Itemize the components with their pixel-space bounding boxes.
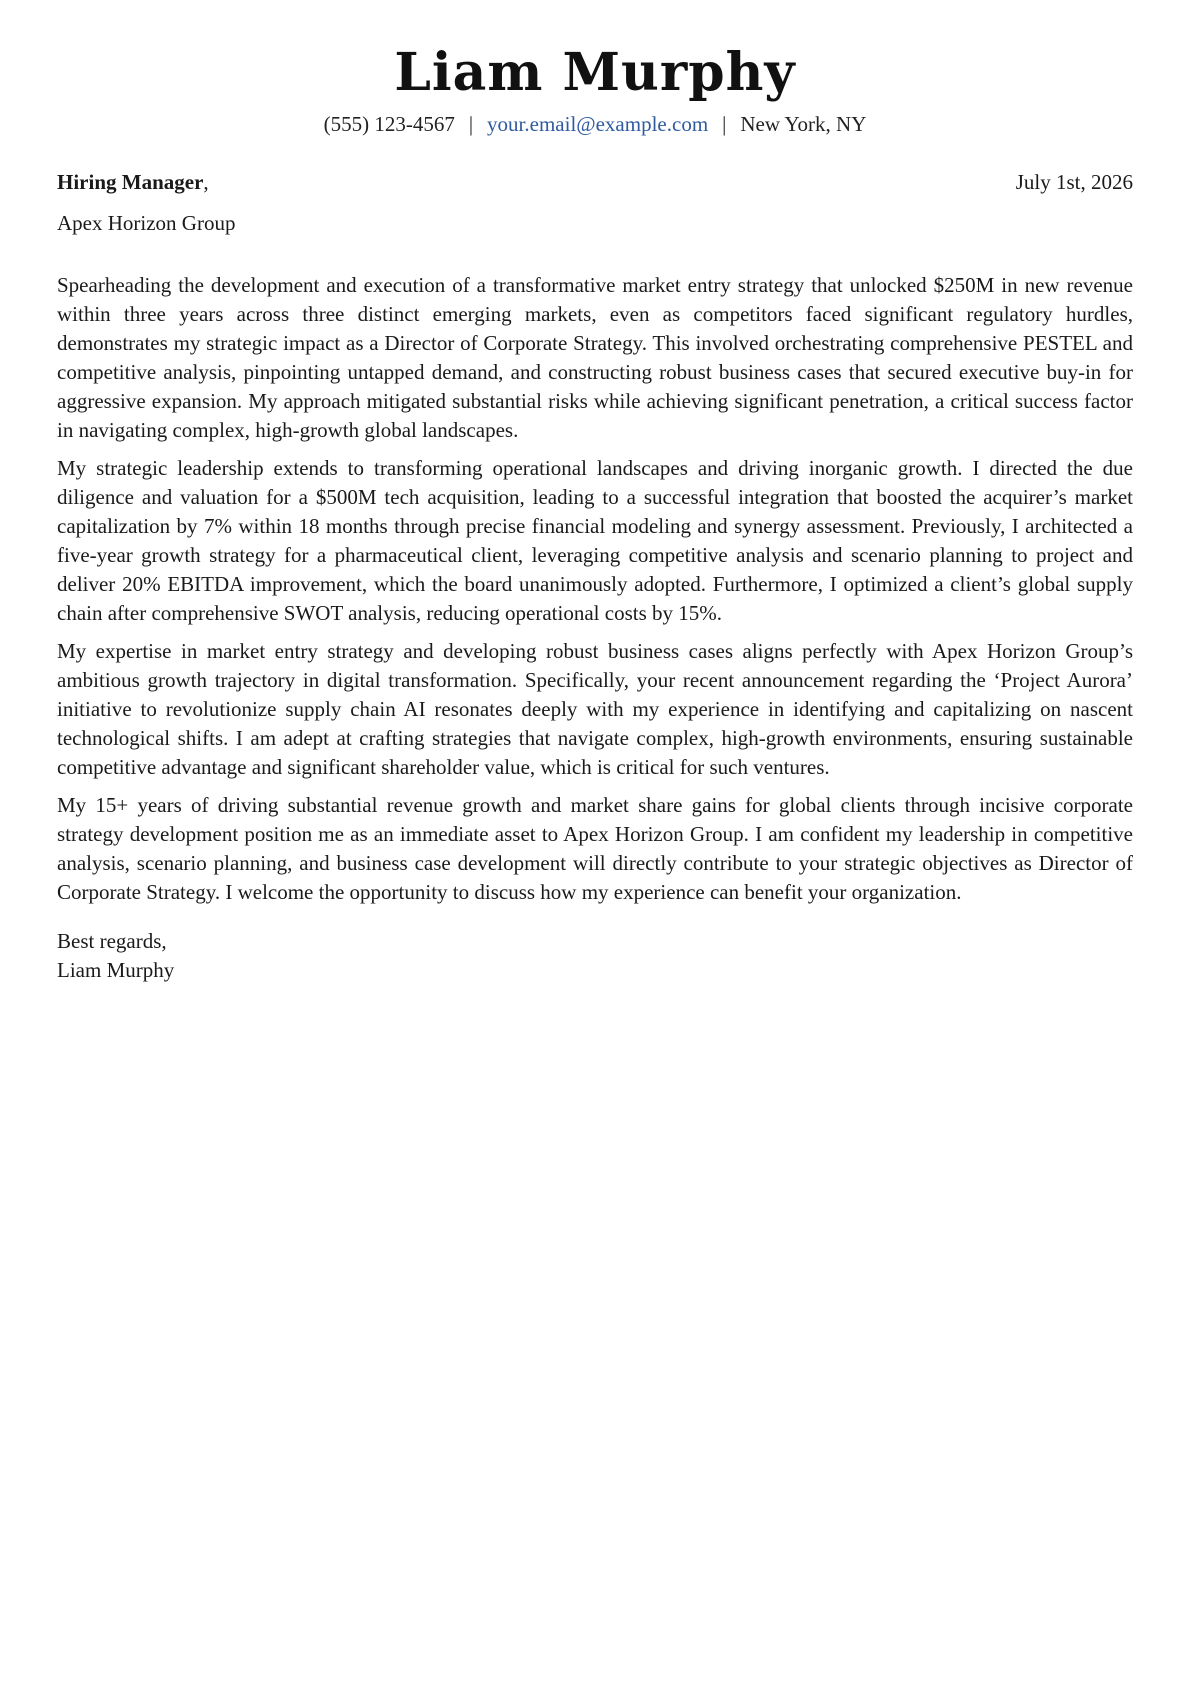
letter-closing xyxy=(57,927,1133,985)
letter-body xyxy=(57,271,1133,907)
salutation xyxy=(57,168,209,196)
contact-separator: | xyxy=(722,112,727,136)
contact-line xyxy=(57,110,1133,138)
body-paragraph: Spearheading the development and execution of a transformative market entry strategy that unlocked $250M in new revenue within three years across three distinct emerging markets, even as competitors faced significant regulatory hurdles, demonstrates my strategic impact as a Director of Corporate Strategy. This involved orchestrating comprehensive PESTEL and competitive analysis, pinpointing untapped demand, and constructing robust business cases that secured executive buy-in for aggressive expansion. My approach mitigated substantial risks while achieving significant penetration, a critical success factor in navigating complex, high-growth global landscapes. xyxy=(57,273,1133,442)
body-paragraph: My strategic leadership extends to transforming operational landscapes and driving inorganic growth. I directed the due diligence and valuation for a $500M tech acquisition, leading to a successful integration that boosted the acquirer’s market capitalization by 7% within 18 months through precise financial modeling and synergy assessment. Previously, I architected a five-year growth strategy for a pharmaceutical client, leveraging competitive analysis and scenario planning to project and deliver 20% EBITDA improvement, which the board unanimously adopted. Furthermore, I optimized a client’s global supply chain after comprehensive SWOT analysis, reducing operational costs by 15%. xyxy=(57,456,1133,625)
salutation-punctuation: , xyxy=(203,170,209,194)
email-link[interactable]: your.email@example.com xyxy=(487,112,709,136)
salutation-date-row xyxy=(57,168,1133,196)
phone-number: (555) 123-4567 xyxy=(323,112,455,136)
cover-letter-page xyxy=(57,40,1133,985)
signature-name: Liam Murphy xyxy=(57,958,175,982)
body-paragraph: My 15+ years of driving substantial revenue growth and market share gains for global clients through incisive corporate strategy development position me as an immediate asset to Apex Horizon Group. I am confident my leadership in competitive analysis, scenario planning, and business case development will directly contribute to your strategic objectives as Director of Corporate Strategy. I welcome the opportunity to discuss how my experience can benefit your organization. xyxy=(57,793,1133,904)
contact-separator: | xyxy=(468,112,474,136)
recipient-name: Hiring Manager xyxy=(57,170,204,194)
sign-off: Best regards, xyxy=(57,929,167,953)
body-paragraph: My expertise in market entry strategy and developing robust business cases aligns perfectly with Apex Horizon Group’s ambitious growth trajectory in digital transformation. Specifically, your recent announcement regarding the ‘Project Aurora’ initiative to revolutionize supply chain AI resonates deeply with my experience in identifying and capitalizing on nascent technological shifts. I am adept at crafting strategies that navigate complex, high-growth environments, ensuring sustainable competitive advantage and significant shareholder value, which is critical for such ventures. xyxy=(57,639,1133,779)
applicant-name: Liam Murphy xyxy=(394,42,796,103)
recipient-company: Apex Horizon Group xyxy=(57,211,236,235)
location: New York, NY xyxy=(740,112,867,136)
letter-date: July 1st, 2026 xyxy=(1015,170,1133,194)
